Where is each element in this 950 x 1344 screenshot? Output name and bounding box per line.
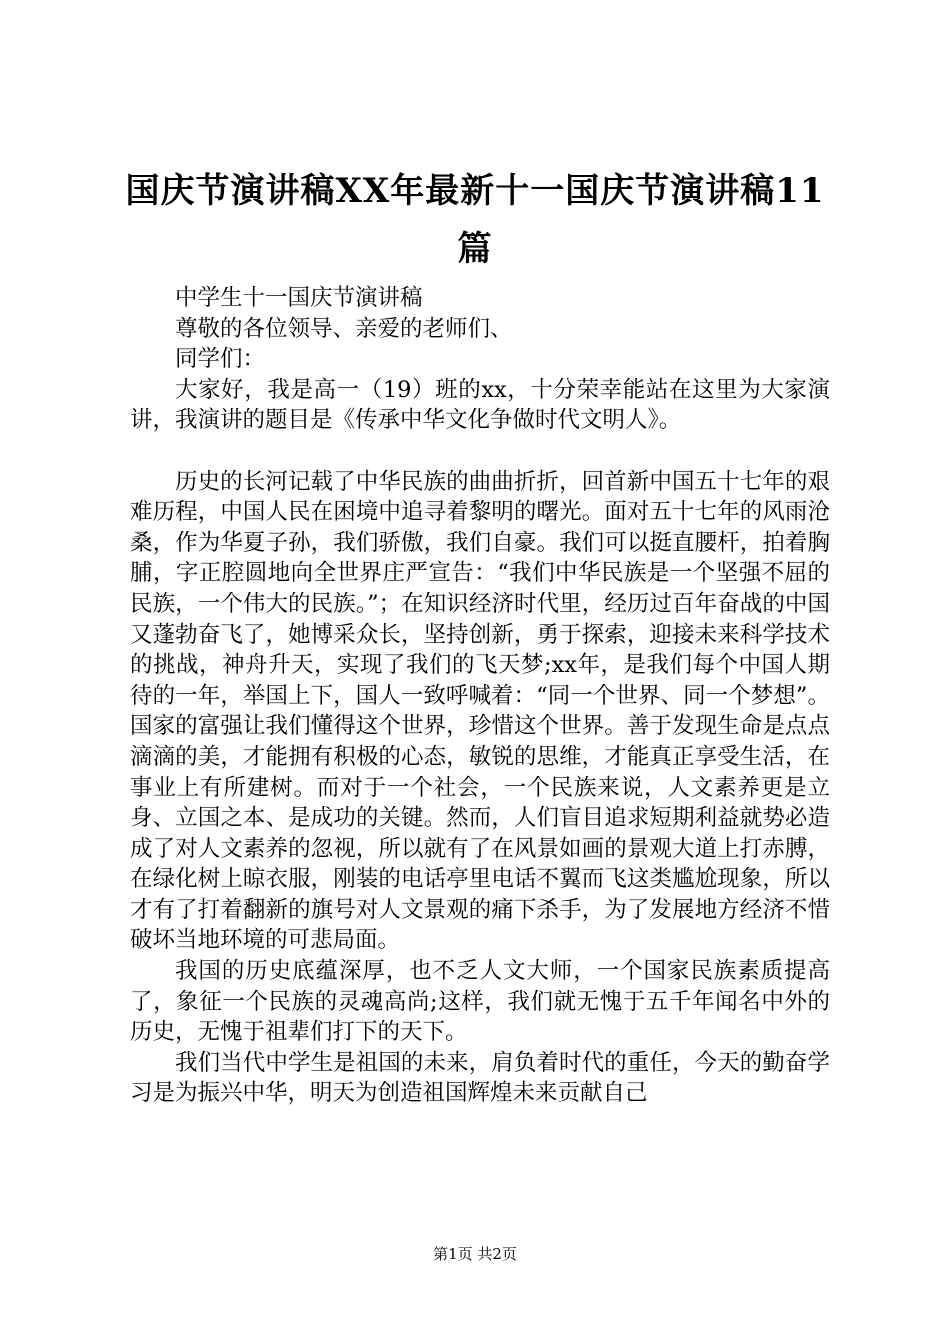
- paragraph-spacer: [130, 436, 830, 467]
- paragraph-salutation-leaders: 尊敬的各位领导、亲爱的老师们、: [175, 315, 513, 342]
- paragraph-salutation-students: 同学们：: [175, 346, 266, 373]
- paragraph-introduction: 大家好，我是高一（19）班的xx，十分荣幸能站在这里为大家演讲，我演讲的题目是《传承中华文化争做时代文明人》。: [130, 376, 830, 434]
- page-footer: 第1页 共2页: [433, 1245, 517, 1263]
- paragraph-speech-heading: 中学生十一国庆节演讲稿: [175, 285, 423, 311]
- paragraph-students-future: 我们当代中学生是祖国的未来，肩负着时代的重任，今天的勤奋学习是为振兴中华，明天为创造祖国辉煌未来贡献自己: [130, 1049, 830, 1107]
- document-title: 国庆节演讲稿XX年最新十一国庆节演讲稿11篇: [125, 171, 825, 269]
- paragraph-heritage: 我国的历史底蕴深厚，也不乏人文大师，一个国家民族素质提高了，象征一个民族的灵魂高尚;这样，我们就无愧于五千年闻名中外的历史，无愧于祖辈们打下的天下。: [130, 958, 830, 1046]
- document-body: [130, 283, 830, 1109]
- paragraph-history: 历史的长河记载了中华民族的曲曲折折，回首新中国五十七年的艰难历程，中国人民在困境中追寻着黎明的曙光。面对五十七年的风雨沧桑，作为华夏子孙，我们骄傲，我们自豪。我们可以挺直腰杆，拍着胸脯，字正腔圆地向全世界庄严宣告：“我们中华民族是一个坚强不屈的民族，一个伟大的民族。”；在知识经济时代里，经历过百年奋战的中国又蓬勃奋飞了，她博采众长，坚持创新，勇于探索，迎接未来科学技术的挑战，神舟升天，实现了我们的飞天梦;xx年，是我们每个中国人期待的一年，举国上下，国人一致呼喊着：“同一个世界、同一个梦想”。国家的富强让我们懂得这个世界，珍惜这个世界。善于发现生命是点点滴滴的美，才能拥有积极的心态，敏锐的思维，才能真正享受生活，在事业上有所建树。而对于一个社会，一个民族来说，人文素养更是立身、立国之本、是成功的关键。然而，人们盲目追求短期利益就势必造成了对人文素养的忽视，所以就有了在风景如画的景观大道上打赤膊，在绿化树上晾衣服，刚装的电话亭里电话不翼而飞这类尴尬现象，所以才有了打着翻新的旗号对人文景观的痛下杀手，为了发展地方经济不惜破坏当地环境的可悲局面。: [130, 468, 830, 954]
